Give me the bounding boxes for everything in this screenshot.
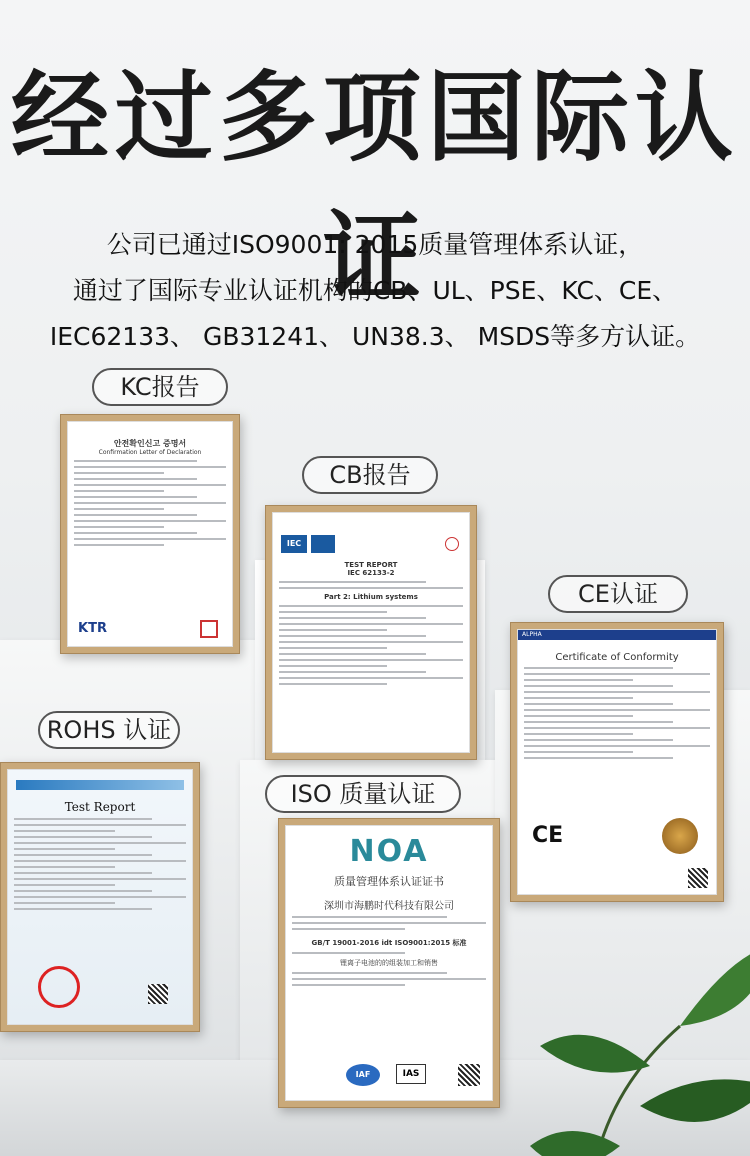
red-seal-icon xyxy=(38,966,80,1008)
cert-frame-cb xyxy=(265,505,477,760)
iec-logo: IEC xyxy=(281,535,307,553)
cert-frame-rohs xyxy=(0,762,200,1032)
alpha-seal-icon xyxy=(662,818,698,854)
label-iso: ISO 质量认证 xyxy=(265,775,461,813)
iecee-logo xyxy=(311,535,335,553)
qr-code-icon xyxy=(688,868,708,888)
label-cb: CB报告 xyxy=(302,456,438,494)
ce-title: Certificate of Conformity xyxy=(555,652,679,663)
noa-logo: NOA xyxy=(349,834,429,869)
headline: 经过多项国际认证 xyxy=(10,61,739,315)
label-rohs: ROHS 认证 xyxy=(38,711,180,749)
intro-line-2: 通过了国际专业认证机构的CB、UL、PSE、KC、CE、 xyxy=(72,276,678,305)
cb-part: Part 2: Lithium systems xyxy=(324,593,418,601)
iaf-logo: IAF xyxy=(346,1064,380,1086)
iso-standard: GB/T 19001-2016 idt ISO9001:2015 标准 xyxy=(311,939,467,947)
seal-icon xyxy=(200,620,218,638)
cert-iso xyxy=(285,825,493,1101)
ce-mark: CE xyxy=(532,823,564,848)
alpha-header: ALPHA xyxy=(518,630,716,640)
intro-line-1: 公司已通过ISO9001: 2015质量管理体系认证， xyxy=(106,230,644,259)
label-kc: KC报告 xyxy=(92,368,228,406)
ias-logo: IAS xyxy=(396,1064,426,1084)
cert-rohs xyxy=(7,769,193,1025)
ul-logo xyxy=(445,537,459,551)
rohs-header-logo xyxy=(16,780,184,790)
intro-text xyxy=(0,222,750,360)
ktr-logo: KTR xyxy=(78,621,107,636)
cert-frame-kc xyxy=(60,414,240,654)
plant-decoration-icon xyxy=(530,896,750,1156)
kc-title-en: Confirmation Letter of Declaration xyxy=(98,449,202,456)
cert-frame-iso xyxy=(278,818,500,1108)
cert-frame-ce xyxy=(510,622,724,902)
label-ce: CE认证 xyxy=(548,575,688,613)
iso-title: 质量管理体系认证证书 xyxy=(334,875,444,888)
kc-title-ko: 안전확인신고 증명서 xyxy=(113,439,187,448)
iso-company: 深圳市海鹏时代科技有限公司 xyxy=(324,901,454,912)
intro-line-3: IEC62133、 GB31241、 UN38.3、 MSDS等多方认证。 xyxy=(49,322,701,351)
rohs-qr-icon xyxy=(148,984,168,1004)
cert-cb xyxy=(272,512,470,753)
iso-scope: 锂离子电池的的组装加工和销售 xyxy=(340,959,438,967)
cb-std: IEC 62133-2 xyxy=(347,569,395,577)
rohs-title: Test Report xyxy=(64,800,136,814)
cert-kc xyxy=(67,421,233,647)
cb-heading: TEST REPORT xyxy=(344,561,398,569)
iso-qr-icon xyxy=(458,1064,480,1086)
cert-ce xyxy=(517,629,717,895)
